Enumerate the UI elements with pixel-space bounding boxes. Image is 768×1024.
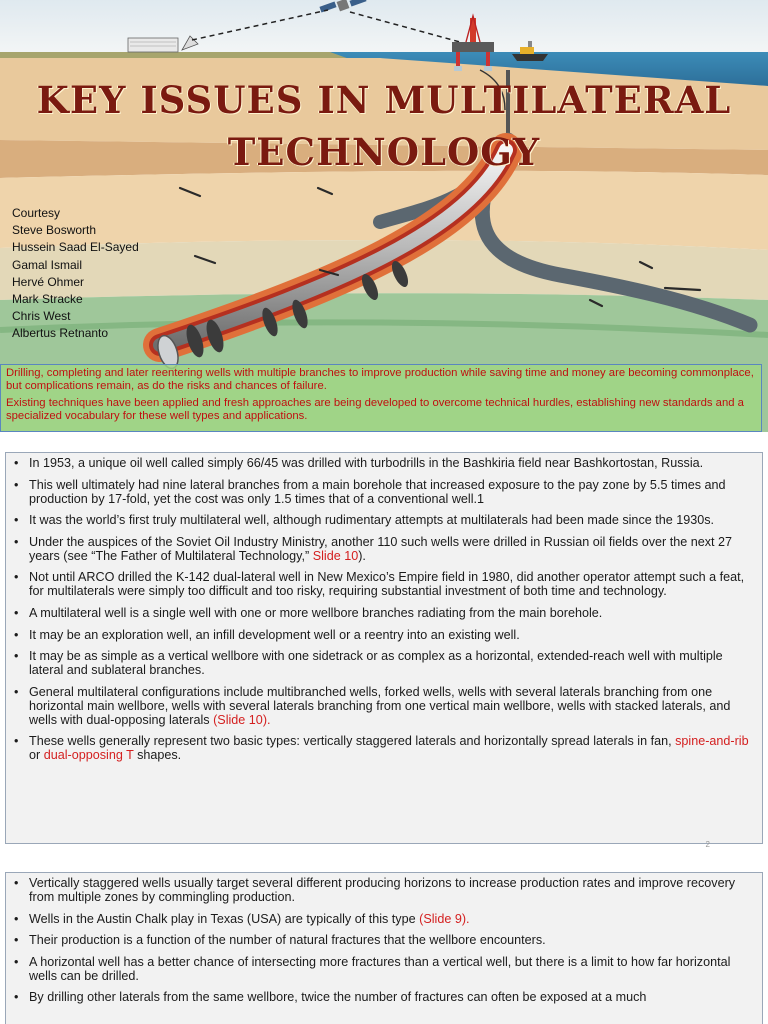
- slide-reference: Slide 10: [312, 548, 359, 563]
- credit-author: Gamal Ismail: [12, 257, 83, 272]
- highlight-term: spine-and-rib: [675, 734, 749, 749]
- credits-heading: Courtesy: [12, 206, 61, 220]
- bullet-item: • It may be as simple as a vertical wellbore with one sidetrack or as complex as a horizontal, extended-reach well with multiple lateral and sublateral branches.: [14, 649, 723, 678]
- bullet-dot: •: [14, 570, 19, 585]
- bullet-dot: •: [14, 605, 19, 620]
- bullet-item: • It may be an exploration well, an infill development well or a reentry into an existing well.: [14, 627, 520, 642]
- bullet-dot: •: [14, 734, 19, 749]
- bullet-item: • A multilateral well is a single well with one or more wellbore branches radiating from the main borehole.: [14, 605, 603, 620]
- sky: [0, 0, 768, 56]
- bullet-item: • Under the auspices of the Soviet Oil Industry Ministry, another 110 such wells were drilled in Russian oil fields over the next 27 years (see “The Father of Multilateral Technology,” Slide 10).: [14, 534, 733, 563]
- bullet-dot: •: [14, 933, 19, 948]
- control-building: [128, 38, 178, 52]
- bullet-dot: •: [14, 534, 19, 549]
- highlight-term: dual-opposing T: [43, 748, 134, 763]
- credit-author: Chris West: [12, 309, 71, 324]
- bullet-item: • It was the world’s first truly multilateral well, although rudimentary attempts at multilaterals had been made since the 1930s.: [14, 513, 715, 528]
- bullet-list: [6, 873, 762, 1004]
- bullet-item: • Wells in the Austin Chalk play in Texas (USA) are typically of this type (Slide 9).: [14, 911, 470, 926]
- bullet-item: • Not until ARCO drilled the K-142 dual-lateral well in New Mexico’s Empire field in 1980, did another operator attempt such a feat, for multilaterals were simply too difficult and too risky, requiring substantial investment of both time and technology.: [14, 570, 745, 599]
- bullet-dot: •: [14, 876, 19, 890]
- bullet-dot: •: [14, 954, 19, 969]
- credit-author: Hervé Ohmer: [12, 274, 85, 289]
- bullet-dot: •: [14, 456, 19, 470]
- credit-author: Steve Bosworth: [12, 223, 97, 238]
- credit-author: Hussein Saad El-Sayed: [12, 240, 139, 255]
- credit-author: Albertus Retnanto: [12, 326, 109, 341]
- slide-title-line-2: TECHNOLOGY: [227, 130, 541, 174]
- bullet-dot: •: [14, 513, 19, 528]
- history-slide: [0, 452, 768, 850]
- bullet-dot: •: [14, 649, 19, 664]
- bullet-item: • Vertically staggered wells usually target several different producing horizons to increase production rates and improve recovery from multiple zones by commingling production.: [14, 876, 736, 904]
- title-slide: [0, 0, 768, 432]
- credit-author: Mark Stracke: [12, 292, 83, 307]
- slide-title-line-1: KEY ISSUES IN MULTILATERAL: [36, 78, 732, 122]
- bullet-item: • A horizontal well has a better chance of intersecting more fractures than a vertical well, but there is a limit to how far horizontal wells can be drilled.: [14, 954, 731, 983]
- bullet-dot: •: [14, 990, 19, 1005]
- page-number: 2: [705, 840, 710, 849]
- summary-paragraph: Existing techniques have been applied and fresh approaches are being developed to overcome technical hurdles, establishing new standards and a specialized vocabulary for these well types and applications.: [6, 397, 744, 422]
- bullet-item: • This well ultimately had nine lateral branches from a main borehole that increased exposure to the pay zone by 5.5 times and production by 17-fold, yet the cost was only 1.5 times that of a conventional well.1: [14, 477, 726, 506]
- bullet-item: • General multilateral configurations include multibranched wells, forked wells, wells with several laterals branching from one horizontal main wellbore, wells with several laterals branching from one vertical main wellbore, wells with stacked laterals, and wells with dual-opposing laterals (Slide 10).: [14, 684, 731, 727]
- well-types-slide: [0, 872, 768, 1024]
- bullet-dot: •: [14, 627, 19, 642]
- bullet-item: • By drilling other laterals from the same wellbore, twice the number of fractures can often be exposed at a much: [14, 990, 647, 1005]
- bullet-box: [5, 452, 763, 844]
- slide-reference: (Slide 10).: [213, 712, 271, 727]
- slide-reference: (Slide 9).: [419, 911, 470, 926]
- bullet-list: [6, 453, 762, 762]
- land-surface: [0, 52, 380, 58]
- bullet-dot: •: [14, 684, 19, 699]
- bullet-dot: •: [14, 477, 19, 492]
- bullet-item: • Their production is a function of the number of natural fractures that the wellbore encounters.: [14, 933, 546, 948]
- bullet-item: • These wells generally represent two basic types: vertically staggered laterals and horizontally spread laterals in fan, spine-and-rib or dual-opposing T shapes.: [14, 734, 749, 763]
- bullet-dot: •: [14, 911, 19, 926]
- bullet-box: [5, 872, 763, 1024]
- summary-paragraph: Drilling, completing and later reentering wells with multiple branches to improve production while saving time and money are becoming commonplace, but complications remain, as do the risks and chances of failure.: [6, 367, 754, 392]
- bullet-item: • In 1953, a unique oil well called simply 66/45 was drilled with turbodrills in the Bashkiria field near Bashkortostan, Russia.: [14, 456, 704, 470]
- summary-box: [0, 364, 762, 432]
- credits-list: [12, 205, 139, 343]
